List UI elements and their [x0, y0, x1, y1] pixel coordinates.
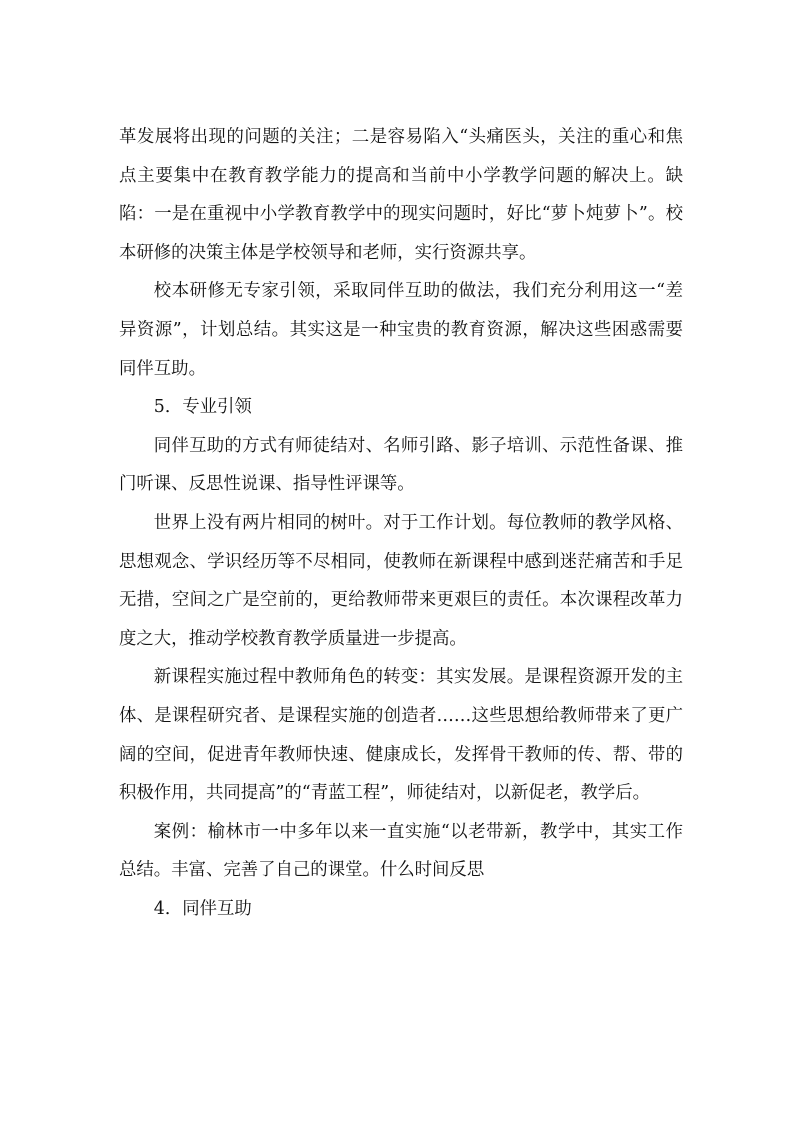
paragraph-mutual-aid-methods: 同伴互助的方式有师徒结对、名师引路、影子培训、示范性备课、推门听课、反思性说课、指导性评课等。: [119, 435, 683, 495]
paragraph-continuation: 革发展将出现的问题的关注；二是容易陷入“头痛医头，关注的重心和焦点主要集中在教育教学能力的提高和当前中小学教学问题的解决上。缺陷：一是在重视中小学教育教学中的现实问题时，好比“萝卜炖萝卜”。校本研修的决策主体是学校领导和老师，实行资源共享。: [119, 127, 683, 263]
paragraph-role-change: 新课程实施过程中教师角色的转变：其实发展。是课程资源开发的主体、是课程研究者、是课程实施的创造者……这些思想给教师带来了更广阔的空间，促进青年教师快速、健康成长，发挥骨干教师的传、帮、带的积极作用，共同提高”的“青蓝工程”，师徒结对，以新促老，教学后。: [119, 667, 683, 804]
document-body: [119, 118, 683, 928]
section-heading-professional-guidance: 5．专业引领: [153, 397, 252, 418]
section-heading-peer-mutual-aid: 4．同伴互助: [153, 898, 252, 919]
paragraph-case-study: 案例：榆林市一中多年以来一直实施“以老带新，教学中，其实工作总结。丰富、完善了自己的课堂。什么时间反思: [119, 821, 683, 881]
paragraph-peer-mutual-aid: 校本研修无专家引领，采取同伴互助的做法，我们充分利用这一“差异资源”，计划总结。其实这是一种宝贵的教育资源，解决这些困惑需要同伴互助。: [119, 281, 683, 379]
paragraph-teacher-differences: 世界上没有两片相同的树叶。对于工作计划。每位教师的教学风格、思想观念、学识经历等不尽相同，使教师在新课程中感到迷茫痛苦和手足无措，空间之广是空前的，更给教师带来更艰巨的责任。本次课程改革力度之大，推动学校教育教学质量进一步提高。: [119, 512, 683, 649]
